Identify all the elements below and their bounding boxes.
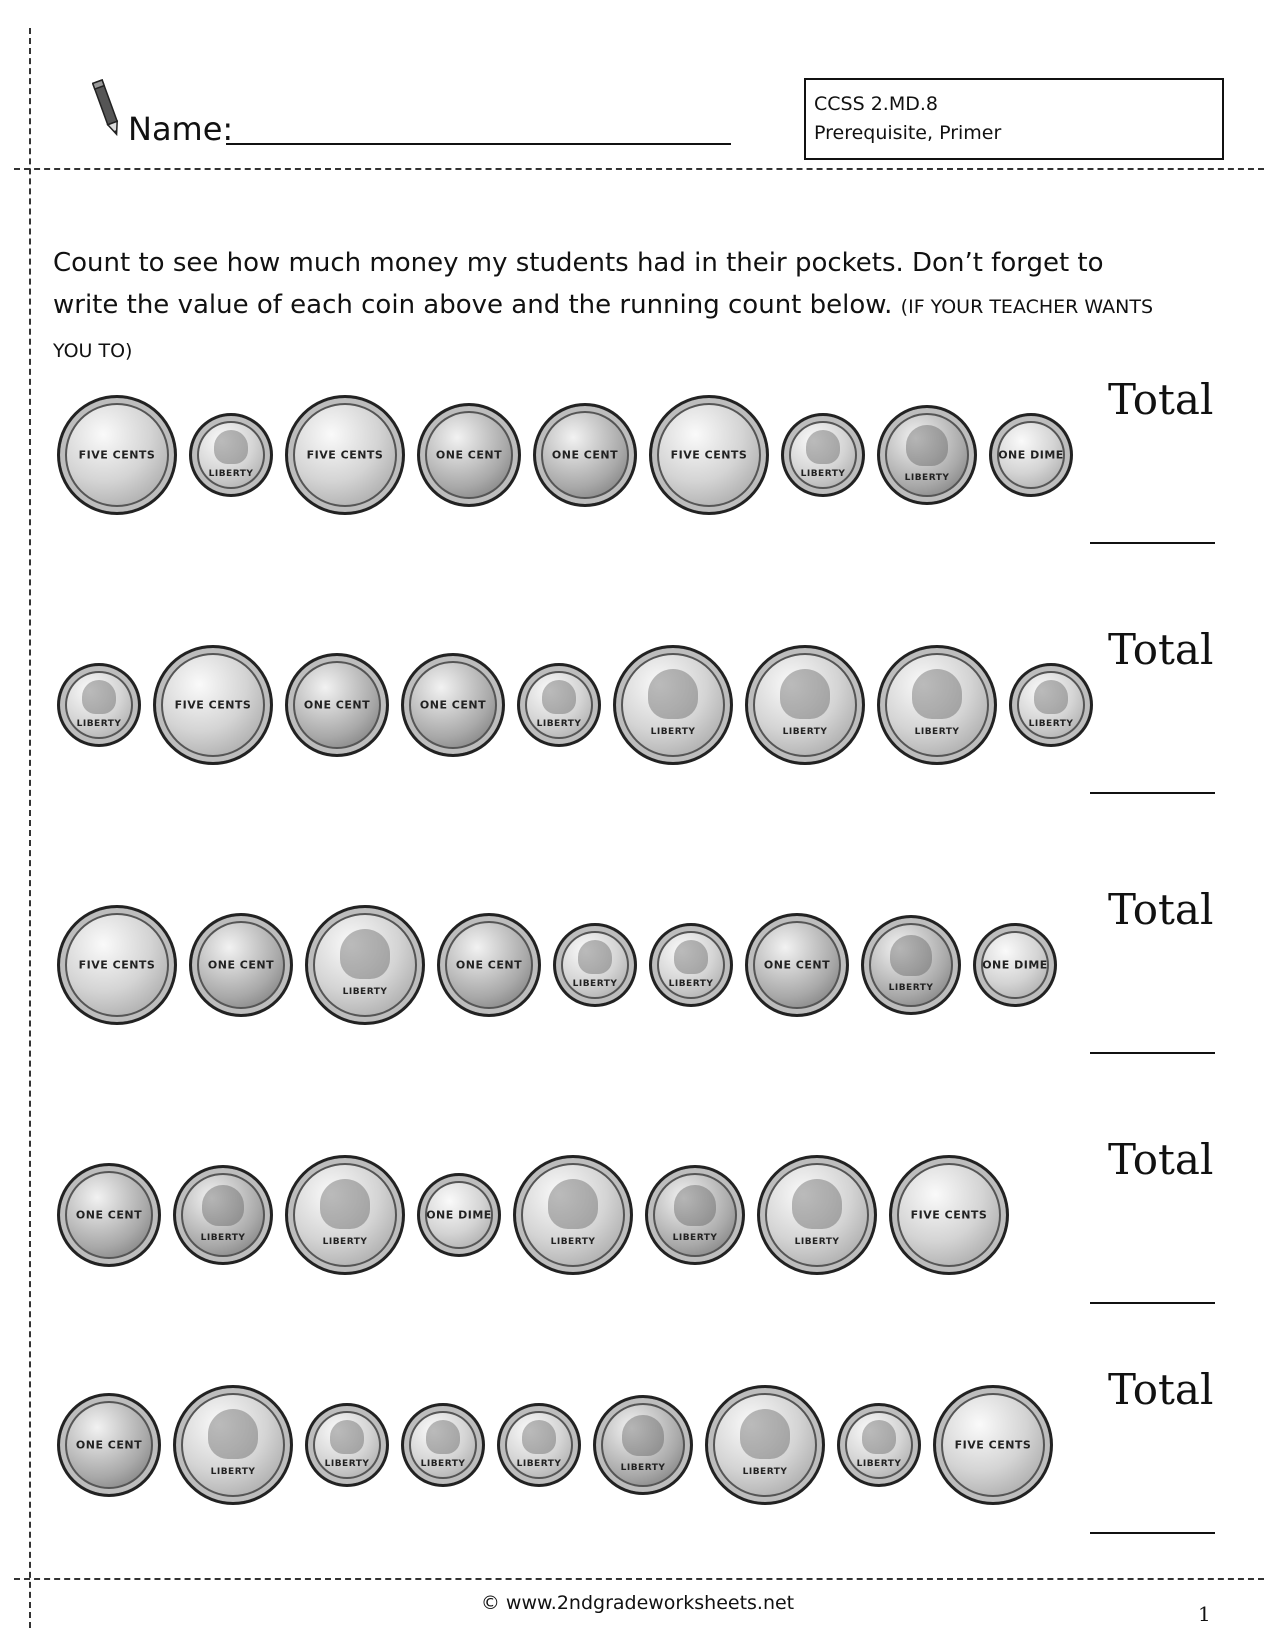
coin-label: ONE CENT — [551, 448, 619, 462]
standard-box — [804, 78, 1224, 160]
penny-back-coin-icon — [189, 913, 293, 1017]
coin-label: FIVE CENTS — [910, 1208, 988, 1222]
coin-label: ONE CENT — [75, 1438, 143, 1452]
coin-label: LIBERTY — [782, 727, 828, 738]
total-answer-line[interactable] — [1090, 1302, 1215, 1304]
penny-back-coin-icon — [285, 653, 389, 757]
coin-label: ONE CENT — [303, 698, 371, 712]
coin-label: FIVE CENTS — [78, 448, 156, 462]
total-label: Total — [1108, 1135, 1214, 1184]
nickel-front-coin-icon — [173, 1385, 293, 1505]
coin-row-4 — [0, 1135, 1275, 1335]
coin-label: FIVE CENTS — [174, 698, 252, 712]
total-answer-line[interactable] — [1090, 1052, 1215, 1054]
coin-label: ONE CENT — [419, 698, 487, 712]
coin-label: LIBERTY — [420, 1458, 466, 1469]
coin-label: LIBERTY — [200, 1232, 246, 1243]
instructions-note: (IF YOUR TEACHER WANTS YOU TO) — [53, 296, 1154, 362]
coin-label: LIBERTY — [668, 978, 714, 989]
dime-front-coin-icon — [57, 663, 141, 747]
coin-row-1 — [0, 375, 1275, 575]
nickel-front-coin-icon — [613, 645, 733, 765]
dime-front-coin-icon — [1009, 663, 1093, 747]
coin-label: LIBERTY — [794, 1237, 840, 1248]
nickel-front-coin-icon — [757, 1155, 877, 1275]
coin-label: LIBERTY — [76, 718, 122, 729]
nickel-back-coin-icon — [889, 1155, 1009, 1275]
coin-label: ONE DIME — [982, 958, 1048, 972]
coin-label: LIBERTY — [800, 468, 846, 479]
penny-back-coin-icon — [57, 1163, 161, 1267]
dime-front-coin-icon — [553, 923, 637, 1007]
page-number: 1 — [1198, 1602, 1211, 1626]
coin-label: ONE DIME — [998, 448, 1064, 462]
total-answer-line[interactable] — [1090, 792, 1215, 794]
penny-front-coin-icon — [861, 915, 961, 1015]
nickel-front-coin-icon — [305, 905, 425, 1025]
penny-back-coin-icon — [401, 653, 505, 757]
penny-front-coin-icon — [645, 1165, 745, 1265]
dime-front-coin-icon — [781, 413, 865, 497]
coin-label: LIBERTY — [572, 978, 618, 989]
coin-label: ONE DIME — [426, 1208, 492, 1222]
instructions — [53, 242, 1173, 372]
footer-copyright: © www.2ndgradeworksheets.net — [480, 1592, 795, 1614]
dime-back-coin-icon — [973, 923, 1057, 1007]
pencil-icon — [92, 76, 122, 140]
penny-back-coin-icon — [57, 1393, 161, 1497]
coin-label: LIBERTY — [742, 1467, 788, 1478]
cut-line-top — [14, 168, 1264, 170]
dime-front-coin-icon — [517, 663, 601, 747]
dime-front-coin-icon — [497, 1403, 581, 1487]
coin-label: ONE CENT — [435, 448, 503, 462]
dime-front-coin-icon — [837, 1403, 921, 1487]
instructions-line-1: Count to see how much money my students had in their pockets. Don’t forget to — [53, 248, 1104, 278]
penny-back-coin-icon — [533, 403, 637, 507]
nickel-back-coin-icon — [933, 1385, 1053, 1505]
coin-label: LIBERTY — [904, 472, 950, 483]
nickel-back-coin-icon — [57, 395, 177, 515]
standard-code: CCSS 2.MD.8 — [814, 93, 938, 115]
coin-label: ONE CENT — [207, 958, 275, 972]
coin-label: LIBERTY — [856, 1458, 902, 1469]
name-line[interactable] — [226, 143, 731, 145]
nickel-back-coin-icon — [649, 395, 769, 515]
dime-back-coin-icon — [417, 1173, 501, 1257]
coin-label: LIBERTY — [914, 727, 960, 738]
coin-row-5 — [0, 1365, 1275, 1565]
coin-label: LIBERTY — [322, 1237, 368, 1248]
nickel-front-coin-icon — [285, 1155, 405, 1275]
penny-front-coin-icon — [877, 405, 977, 505]
total-answer-line[interactable] — [1090, 542, 1215, 544]
coin-row-3 — [0, 885, 1275, 1085]
dime-front-coin-icon — [305, 1403, 389, 1487]
coin-label: FIVE CENTS — [954, 1438, 1032, 1452]
nickel-back-coin-icon — [153, 645, 273, 765]
coin-label: LIBERTY — [516, 1458, 562, 1469]
dime-front-coin-icon — [649, 923, 733, 1007]
coin-label: LIBERTY — [620, 1462, 666, 1473]
coin-label: FIVE CENTS — [78, 958, 156, 972]
coin-label: ONE CENT — [75, 1208, 143, 1222]
coin-row-2 — [0, 625, 1275, 825]
coin-label: LIBERTY — [342, 987, 388, 998]
total-label: Total — [1108, 375, 1214, 424]
dime-back-coin-icon — [989, 413, 1073, 497]
coin-label: LIBERTY — [210, 1467, 256, 1478]
total-label: Total — [1108, 1365, 1214, 1414]
nickel-front-coin-icon — [745, 645, 865, 765]
coin-label: ONE CENT — [763, 958, 831, 972]
penny-back-coin-icon — [437, 913, 541, 1017]
instructions-line-2: write the value of each coin above and the running count below. (IF YOUR TEACHER WANTS YOU TO) — [53, 290, 1154, 362]
penny-back-coin-icon — [417, 403, 521, 507]
nickel-front-coin-icon — [877, 645, 997, 765]
coin-label: FIVE CENTS — [670, 448, 748, 462]
coin-label: LIBERTY — [1028, 718, 1074, 729]
coin-label: ONE CENT — [455, 958, 523, 972]
coin-label: LIBERTY — [672, 1232, 718, 1243]
penny-back-coin-icon — [745, 913, 849, 1017]
standard-level: Prerequisite, Primer — [814, 122, 1002, 144]
total-label: Total — [1108, 625, 1214, 674]
nickel-front-coin-icon — [513, 1155, 633, 1275]
nickel-back-coin-icon — [285, 395, 405, 515]
name-label: Name: — [128, 110, 234, 148]
coin-label: FIVE CENTS — [306, 448, 384, 462]
nickel-front-coin-icon — [705, 1385, 825, 1505]
penny-front-coin-icon — [593, 1395, 693, 1495]
total-label: Total — [1108, 885, 1214, 934]
coin-label: LIBERTY — [650, 727, 696, 738]
dime-front-coin-icon — [401, 1403, 485, 1487]
coin-label: LIBERTY — [324, 1458, 370, 1469]
cut-line-bottom — [14, 1578, 1264, 1580]
coin-label: LIBERTY — [550, 1237, 596, 1248]
dime-front-coin-icon — [189, 413, 273, 497]
coin-label: LIBERTY — [208, 468, 254, 479]
nickel-back-coin-icon — [57, 905, 177, 1025]
total-answer-line[interactable] — [1090, 1532, 1215, 1534]
penny-front-coin-icon — [173, 1165, 273, 1265]
coin-label: LIBERTY — [536, 718, 582, 729]
coin-label: LIBERTY — [888, 982, 934, 993]
